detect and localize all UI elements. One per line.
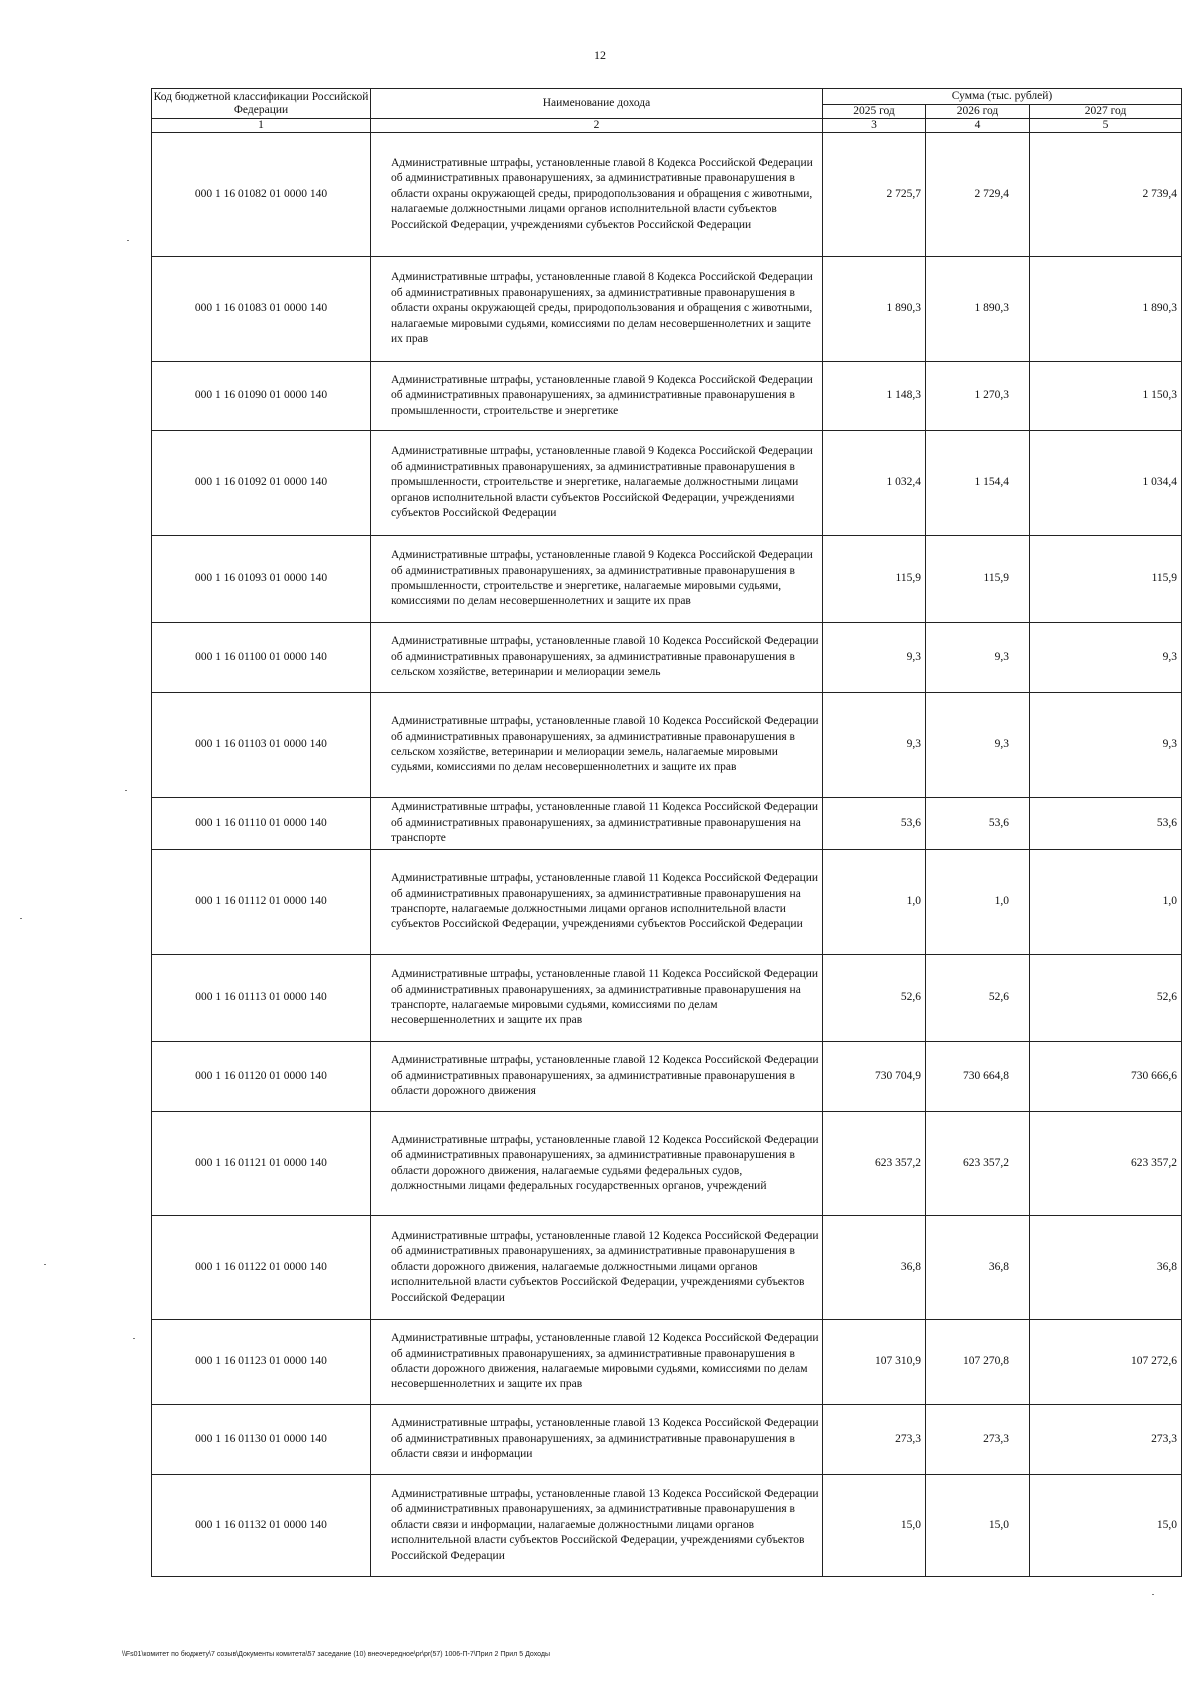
row-value-2025: 52,6 (823, 955, 926, 1042)
table-row (152, 1216, 1182, 1320)
revenue-table (151, 88, 1182, 1577)
row-value-2025: 730 704,9 (823, 1042, 926, 1112)
row-name: Административные штрафы, установленные главой 8 Кодекса Российской Федерации об административных правонарушениях, за административные правонарушения в области охраны окружающей среды, природопользования и обращения с животными, налагаемые должностными лицами органов исполнительной власти субъектов Российской Федерации, учреждениями субъектов Российской Федерации (371, 133, 823, 257)
row-code: 000 1 16 01100 01 0000 140 (152, 623, 371, 693)
row-code: 000 1 16 01112 01 0000 140 (152, 850, 371, 955)
row-value-2027: 1 034,4 (1030, 431, 1182, 536)
row-value-2027: 115,9 (1030, 536, 1182, 623)
table-row (152, 850, 1182, 955)
table-row (152, 133, 1182, 257)
header-name: Наименование дохода (371, 89, 823, 119)
row-value-2026: 1 270,3 (926, 362, 1030, 431)
row-code: 000 1 16 01093 01 0000 140 (152, 536, 371, 623)
table-row (152, 798, 1182, 850)
row-value-2025: 53,6 (823, 798, 926, 850)
row-value-2026: 273,3 (926, 1405, 1030, 1475)
header-year-2027: 2027 год (1030, 105, 1182, 119)
row-value-2027: 623 357,2 (1030, 1112, 1182, 1216)
row-value-2025: 9,3 (823, 623, 926, 693)
row-name: Административные штрафы, установленные главой 9 Кодекса Российской Федерации об административных правонарушениях, за административные правонарушения в промышленности, строительстве и энергетике, налагаемые должностными лицами органов исполнительной власти субъектов Российской Федерации, учреждениями субъектов Российской Федерации (371, 431, 823, 536)
row-code: 000 1 16 01103 01 0000 140 (152, 693, 371, 798)
row-code: 000 1 16 01092 01 0000 140 (152, 431, 371, 536)
row-value-2026: 9,3 (926, 623, 1030, 693)
page-number: 12 (594, 48, 606, 62)
row-value-2027: 52,6 (1030, 955, 1182, 1042)
table-row (152, 623, 1182, 693)
row-value-2026: 107 270,8 (926, 1320, 1030, 1405)
table-row (152, 536, 1182, 623)
row-value-2027: 36,8 (1030, 1216, 1182, 1320)
row-code: 000 1 16 01122 01 0000 140 (152, 1216, 371, 1320)
row-value-2025: 9,3 (823, 693, 926, 798)
col-number-3: 3 (823, 119, 926, 133)
col-number-5: 5 (1030, 119, 1182, 133)
row-value-2025: 1 032,4 (823, 431, 926, 536)
scan-speck (133, 1338, 135, 1339)
row-name: Административные штрафы, установленные главой 12 Кодекса Российской Федерации об административных правонарушениях, за административные правонарушения в области дорожного движения, налагаемые мировыми судьями, комиссиями по делам несовершеннолетних и защите их прав (371, 1320, 823, 1405)
row-value-2026: 115,9 (926, 536, 1030, 623)
row-value-2027: 9,3 (1030, 623, 1182, 693)
row-code: 000 1 16 01120 01 0000 140 (152, 1042, 371, 1112)
row-value-2025: 107 310,9 (823, 1320, 926, 1405)
row-name: Административные штрафы, установленные главой 8 Кодекса Российской Федерации об административных правонарушениях, за административные правонарушения в области охраны окружающей среды, природопользования и обращения с животными, налагаемые мировыми судьями, комиссиями по делам несовершеннолетних и защите их прав (371, 257, 823, 362)
table-row (152, 955, 1182, 1042)
scan-speck (127, 240, 129, 241)
header-year-2026: 2026 год (926, 105, 1030, 119)
row-value-2027: 273,3 (1030, 1405, 1182, 1475)
row-value-2027: 1 890,3 (1030, 257, 1182, 362)
row-value-2025: 1 890,3 (823, 257, 926, 362)
row-value-2027: 730 666,6 (1030, 1042, 1182, 1112)
row-name: Административные штрафы, установленные главой 9 Кодекса Российской Федерации об административных правонарушениях, за административные правонарушения в промышленности, строительстве и энергетике (371, 362, 823, 431)
row-name: Административные штрафы, установленные главой 12 Кодекса Российской Федерации об административных правонарушениях, за административные правонарушения в области дорожного движения (371, 1042, 823, 1112)
row-name: Административные штрафы, установленные главой 13 Кодекса Российской Федерации об административных правонарушениях, за административные правонарушения в области связи и информации, налагаемые должностными лицами органов исполнительной власти субъектов Российской Федерации, учреждениями субъектов Российской Федерации (371, 1475, 823, 1577)
row-value-2025: 623 357,2 (823, 1112, 926, 1216)
row-value-2026: 1 890,3 (926, 257, 1030, 362)
row-value-2025: 115,9 (823, 536, 926, 623)
col-number-2: 2 (371, 119, 823, 133)
row-value-2027: 107 272,6 (1030, 1320, 1182, 1405)
row-name: Административные штрафы, установленные главой 12 Кодекса Российской Федерации об административных правонарушениях, за административные правонарушения в области дорожного движения, налагаемые должностными лицами органов исполнительной власти субъектов Российской Федерации, учреждениями субъектов Российской Федерации (371, 1216, 823, 1320)
header-code: Код бюджетной классификации Российской Федерации (152, 89, 371, 119)
row-code: 000 1 16 01110 01 0000 140 (152, 798, 371, 850)
row-value-2025: 1 148,3 (823, 362, 926, 431)
row-value-2025: 15,0 (823, 1475, 926, 1577)
row-code: 000 1 16 01130 01 0000 140 (152, 1405, 371, 1475)
header-sum: Сумма (тыс. рублей) (823, 89, 1182, 105)
row-value-2027: 2 739,4 (1030, 133, 1182, 257)
scan-speck (1152, 1594, 1154, 1595)
row-name: Административные штрафы, установленные главой 12 Кодекса Российской Федерации об административных правонарушениях, за административные правонарушения в области дорожного движения, налагаемые судьями федеральных судов, должностными лицами федеральных государственных органов, учреждений (371, 1112, 823, 1216)
row-value-2026: 36,8 (926, 1216, 1030, 1320)
row-value-2027: 1,0 (1030, 850, 1182, 955)
row-value-2025: 2 725,7 (823, 133, 926, 257)
row-code: 000 1 16 01113 01 0000 140 (152, 955, 371, 1042)
row-value-2025: 36,8 (823, 1216, 926, 1320)
table-row (152, 1475, 1182, 1577)
row-value-2027: 9,3 (1030, 693, 1182, 798)
row-name: Административные штрафы, установленные главой 10 Кодекса Российской Федерации об административных правонарушениях, за административные правонарушения в сельском хозяйстве, ветеринарии и мелиорации земель (371, 623, 823, 693)
table-row (152, 1112, 1182, 1216)
row-value-2025: 273,3 (823, 1405, 926, 1475)
row-value-2027: 53,6 (1030, 798, 1182, 850)
row-name: Административные штрафы, установленные главой 11 Кодекса Российской Федерации об административных правонарушениях, за административные правонарушения на транспорте, налагаемые должностными лицами органов исполнительной власти субъектов Российской Федерации, учреждениями субъектов Российской Федерации (371, 850, 823, 955)
row-value-2026: 730 664,8 (926, 1042, 1030, 1112)
row-code: 000 1 16 01083 01 0000 140 (152, 257, 371, 362)
row-value-2026: 52,6 (926, 955, 1030, 1042)
table-row (152, 693, 1182, 798)
footer-file-path: \\Fs01\комитет по бюджету\7 созыв\Документы комитета\57 заседание (10) внеочередное\рr\рr(57) 1006-П-7\Прил 2 Прил 5 Доходы (122, 1651, 550, 1658)
row-value-2027: 1 150,3 (1030, 362, 1182, 431)
row-code: 000 1 16 01082 01 0000 140 (152, 133, 371, 257)
row-value-2026: 623 357,2 (926, 1112, 1030, 1216)
scan-speck (44, 1264, 46, 1265)
row-name: Административные штрафы, установленные главой 9 Кодекса Российской Федерации об административных правонарушениях, за административные правонарушения в промышленности, строительстве и энергетике, налагаемые мировыми судьями, комиссиями по делам несовершеннолетних и защите их прав (371, 536, 823, 623)
row-name: Административные штрафы, установленные главой 10 Кодекса Российской Федерации об административных правонарушениях, за административные правонарушения в сельском хозяйстве, ветеринарии и мелиорации земель, налагаемые мировыми судьями, комиссиями по делам несовершеннолетних и защите их прав (371, 693, 823, 798)
row-code: 000 1 16 01123 01 0000 140 (152, 1320, 371, 1405)
row-value-2026: 15,0 (926, 1475, 1030, 1577)
table-row (152, 1042, 1182, 1112)
row-value-2026: 1 154,4 (926, 431, 1030, 536)
row-name: Административные штрафы, установленные главой 13 Кодекса Российской Федерации об административных правонарушениях, за административные правонарушения в области связи и информации (371, 1405, 823, 1475)
col-number-4: 4 (926, 119, 1030, 133)
scan-speck (20, 918, 22, 919)
table-row (152, 431, 1182, 536)
col-number-1: 1 (152, 119, 371, 133)
row-value-2026: 1,0 (926, 850, 1030, 955)
row-value-2026: 9,3 (926, 693, 1030, 798)
table-row (152, 362, 1182, 431)
scan-speck (125, 790, 127, 791)
table-row (152, 1320, 1182, 1405)
row-code: 000 1 16 01121 01 0000 140 (152, 1112, 371, 1216)
row-value-2026: 53,6 (926, 798, 1030, 850)
table-row (152, 1405, 1182, 1475)
table-row (152, 257, 1182, 362)
row-code: 000 1 16 01132 01 0000 140 (152, 1475, 371, 1577)
row-value-2027: 15,0 (1030, 1475, 1182, 1577)
header-year-2025: 2025 год (823, 105, 926, 119)
row-value-2025: 1,0 (823, 850, 926, 955)
row-name: Административные штрафы, установленные главой 11 Кодекса Российской Федерации об административных правонарушениях, за административные правонарушения на транспорте, налагаемые мировыми судьями, комиссиями по делам несовершеннолетних и защите их прав (371, 955, 823, 1042)
row-code: 000 1 16 01090 01 0000 140 (152, 362, 371, 431)
row-value-2026: 2 729,4 (926, 133, 1030, 257)
row-name: Административные штрафы, установленные главой 11 Кодекса Российской Федерации об административных правонарушениях, за административные правонарушения на транспорте (371, 798, 823, 850)
